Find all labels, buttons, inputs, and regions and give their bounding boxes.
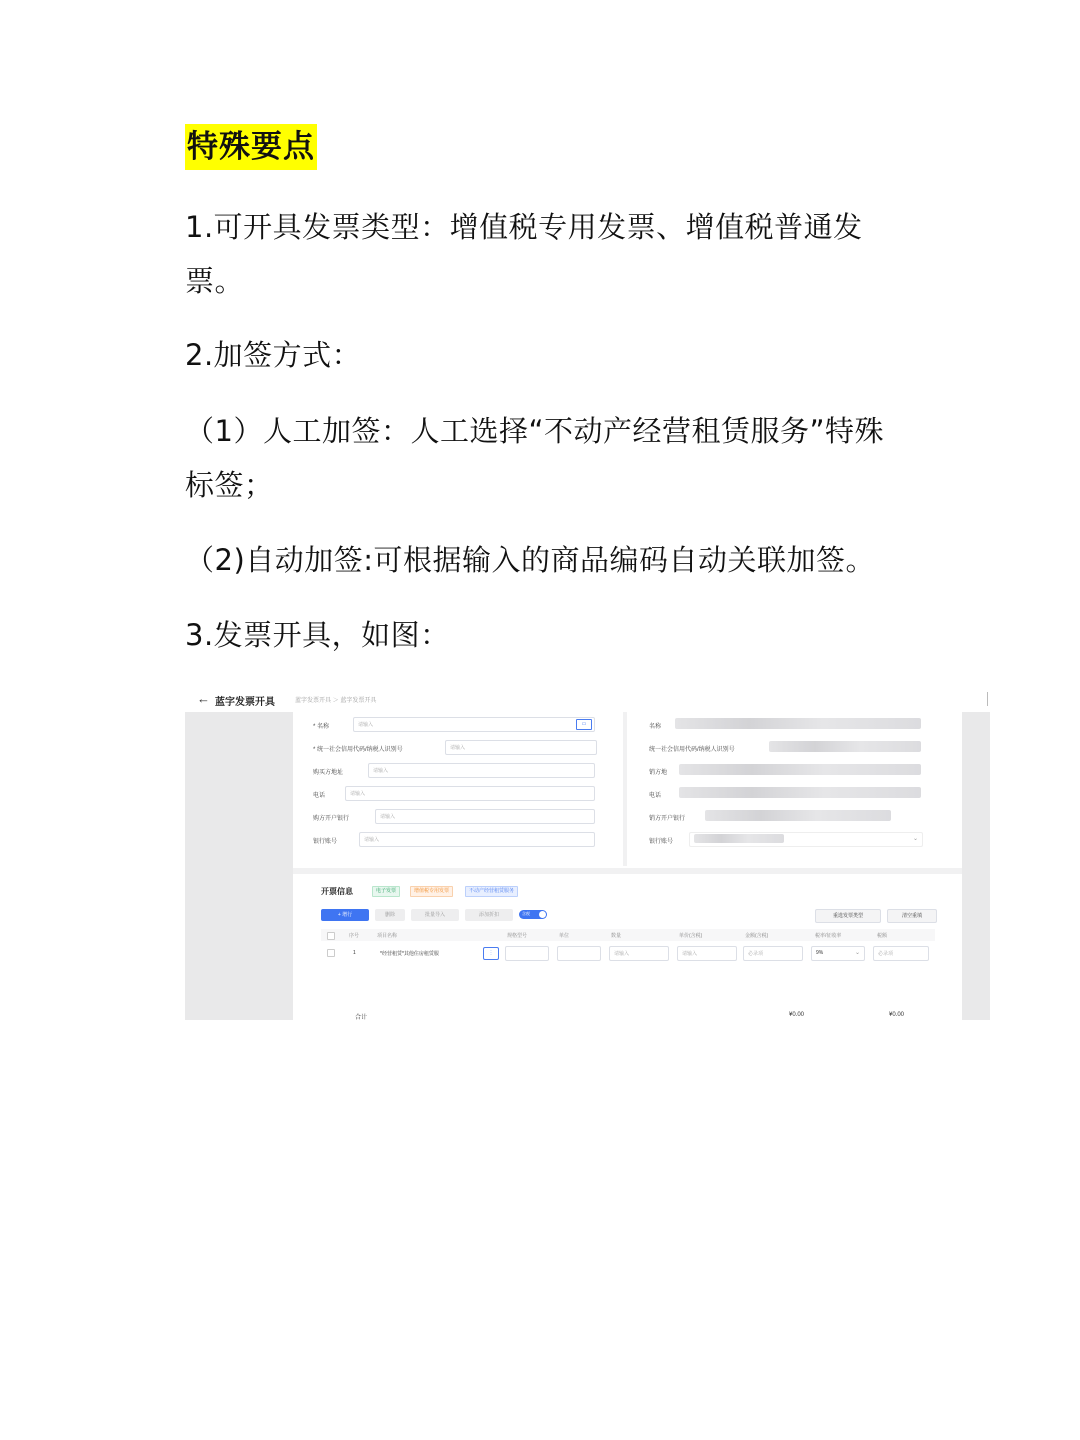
table-row — [321, 945, 935, 961]
spec-cell[interactable] — [505, 946, 549, 961]
right-gray-margin — [962, 712, 990, 1020]
tax-rate-select[interactable] — [811, 946, 865, 961]
item-name-value: *经营租赁*其他住房租赁服 — [380, 951, 439, 957]
total-row — [321, 1012, 935, 1020]
chevron-down-icon: ⌄ — [854, 950, 860, 956]
placeholder: 请输入 — [380, 814, 396, 820]
paragraph-tagging-methods: 2.加签方式： — [185, 338, 362, 372]
buyer-account-input[interactable] — [359, 832, 595, 847]
toggle-knob — [539, 911, 546, 918]
col-spec: 规格型号 — [507, 933, 528, 939]
buyer-phone-input[interactable] — [345, 786, 595, 801]
col-tax: 税额 — [877, 933, 888, 939]
qty-cell[interactable] — [609, 946, 669, 961]
col-unit: 单位 — [559, 933, 570, 939]
screenshot-page-title: 蓝字发票开具 — [215, 697, 275, 708]
paragraph-invoice-types: 1.可开具发票类型：增值税专用发票、增值税普通发票。 — [185, 210, 863, 298]
placeholder: 请输入 — [350, 791, 366, 797]
paragraph-invoice-issuing: 3.发票开具，如图： — [185, 618, 450, 652]
items-table-header — [321, 929, 935, 941]
buyer-bank-row — [313, 809, 613, 823]
tag-real-estate-lease: 不动产经营租赁服务 — [465, 886, 518, 897]
batch-import-button[interactable]: 批量导入 — [411, 909, 459, 921]
buyer-taxid-input[interactable] — [445, 740, 597, 755]
field-label: 名称 — [649, 724, 662, 730]
seller-account-row — [649, 832, 935, 846]
seller-taxid-row — [649, 740, 935, 754]
col-tax-rate: 税率/征收率 — [815, 933, 842, 939]
embedded-invoice-screenshot — [185, 688, 990, 1020]
blurred-value — [679, 787, 921, 798]
scrollbar-mark — [987, 692, 988, 706]
tag-vat-special: 增值税专用发票 — [410, 886, 453, 897]
tax-inclusive-toggle[interactable] — [519, 910, 547, 919]
seller-bank-row — [649, 809, 935, 823]
panel-divider — [623, 712, 627, 866]
paragraph-manual-tagging: （1）人工加签：人工选择“不动产经营租赁服务”特殊标签； — [185, 414, 884, 502]
placeholder: 请输入 — [682, 951, 698, 957]
total-amount: ¥0.00 — [789, 1012, 805, 1018]
seller-address-row — [649, 763, 935, 777]
placeholder: 请输入 — [373, 768, 389, 774]
buyer-phone-row — [313, 786, 613, 800]
buyer-account-row — [313, 832, 613, 846]
reselect-invoice-type-button[interactable]: 重选发票类型 — [815, 909, 881, 923]
seller-info-panel — [635, 712, 935, 866]
add-row-button[interactable]: + 增行 — [321, 909, 369, 921]
field-label: 销方开户银行 — [649, 816, 686, 822]
col-qty: 数量 — [611, 933, 622, 939]
buyer-taxid-row — [313, 740, 613, 754]
seller-account-select[interactable] — [689, 832, 923, 847]
total-tax: ¥0.00 — [889, 1012, 905, 1018]
placeholder: 必录项 — [878, 951, 894, 957]
item-name-cell[interactable] — [375, 946, 481, 961]
unit-price-cell[interactable] — [677, 946, 737, 961]
row-checkbox[interactable] — [327, 949, 335, 957]
row-index: 1 — [353, 950, 356, 956]
placeholder: 必录项 — [748, 951, 764, 957]
toggle-label: 含税 — [522, 911, 530, 916]
field-label: 电话 — [313, 793, 326, 799]
add-discount-button[interactable]: 添加折扣 — [465, 909, 513, 921]
back-arrow-icon[interactable]: ← — [197, 691, 210, 706]
blurred-value — [769, 741, 921, 752]
col-unit-price: 单价(含税) — [679, 933, 703, 939]
buyer-address-input[interactable] — [368, 763, 595, 778]
placeholder: 请输入 — [358, 722, 374, 728]
field-label: * 统一社会信用代码/纳税人识别号 — [313, 747, 403, 753]
more-options-icon[interactable]: ⋮ — [483, 947, 499, 960]
highlighted-heading: 特殊要点 — [185, 124, 317, 170]
blurred-value — [679, 764, 921, 775]
blurred-value — [705, 810, 891, 821]
section-separator — [293, 868, 962, 874]
tag-e-invoice: 电子发票 — [372, 886, 400, 897]
tax-cell[interactable] — [873, 946, 929, 961]
breadcrumb: 蓝字发票开具 ＞ 蓝字发票开具 — [295, 698, 377, 704]
blurred-value — [694, 834, 784, 843]
placeholder: 请输入 — [450, 745, 466, 751]
paragraph-auto-tagging: （2)自动加签:可根据输入的商品编码自动关联加签。 — [185, 543, 876, 577]
buyer-address-row — [313, 763, 613, 777]
seller-name-row — [649, 717, 935, 731]
amount-cell[interactable] — [743, 946, 803, 961]
col-index: 序号 — [349, 933, 360, 939]
field-label: 电话 — [649, 793, 662, 799]
field-label: * 名称 — [313, 724, 330, 730]
blurred-value — [675, 718, 921, 729]
col-amount: 金额(含税) — [745, 933, 769, 939]
select-all-checkbox[interactable] — [327, 932, 335, 940]
buyer-bank-input[interactable] — [375, 809, 595, 824]
delete-button[interactable]: 删除 — [375, 909, 405, 921]
card-lookup-icon[interactable]: ▭ — [576, 719, 592, 730]
buyer-name-input[interactable] — [353, 717, 595, 732]
field-label: 银行账号 — [649, 839, 674, 845]
seller-phone-row — [649, 786, 935, 800]
invoice-section-title: 开票信息 — [321, 887, 353, 896]
screenshot-header — [185, 688, 990, 712]
invoice-info-panel — [305, 876, 955, 1020]
clear-refill-button[interactable]: 清空重填 — [887, 909, 937, 923]
tax-rate-value: 9% — [816, 950, 824, 956]
col-item-name: 项目名称 — [377, 933, 398, 939]
left-gray-margin — [185, 712, 293, 1020]
placeholder: 请输入 — [364, 837, 380, 843]
buyer-name-row — [313, 717, 613, 731]
field-label: 购方开户银行 — [313, 816, 350, 822]
field-label: 统一社会信用代码/纳税人识别号 — [649, 747, 735, 753]
chevron-down-icon: ⌄ — [912, 836, 918, 842]
field-label: 银行账号 — [313, 839, 338, 845]
buyer-info-panel — [305, 712, 615, 866]
placeholder: 请输入 — [614, 951, 630, 957]
total-label: 合计 — [355, 1015, 368, 1020]
unit-cell[interactable] — [557, 946, 601, 961]
field-label: 销方地 — [649, 770, 668, 776]
field-label: 购买方地址 — [313, 770, 344, 776]
